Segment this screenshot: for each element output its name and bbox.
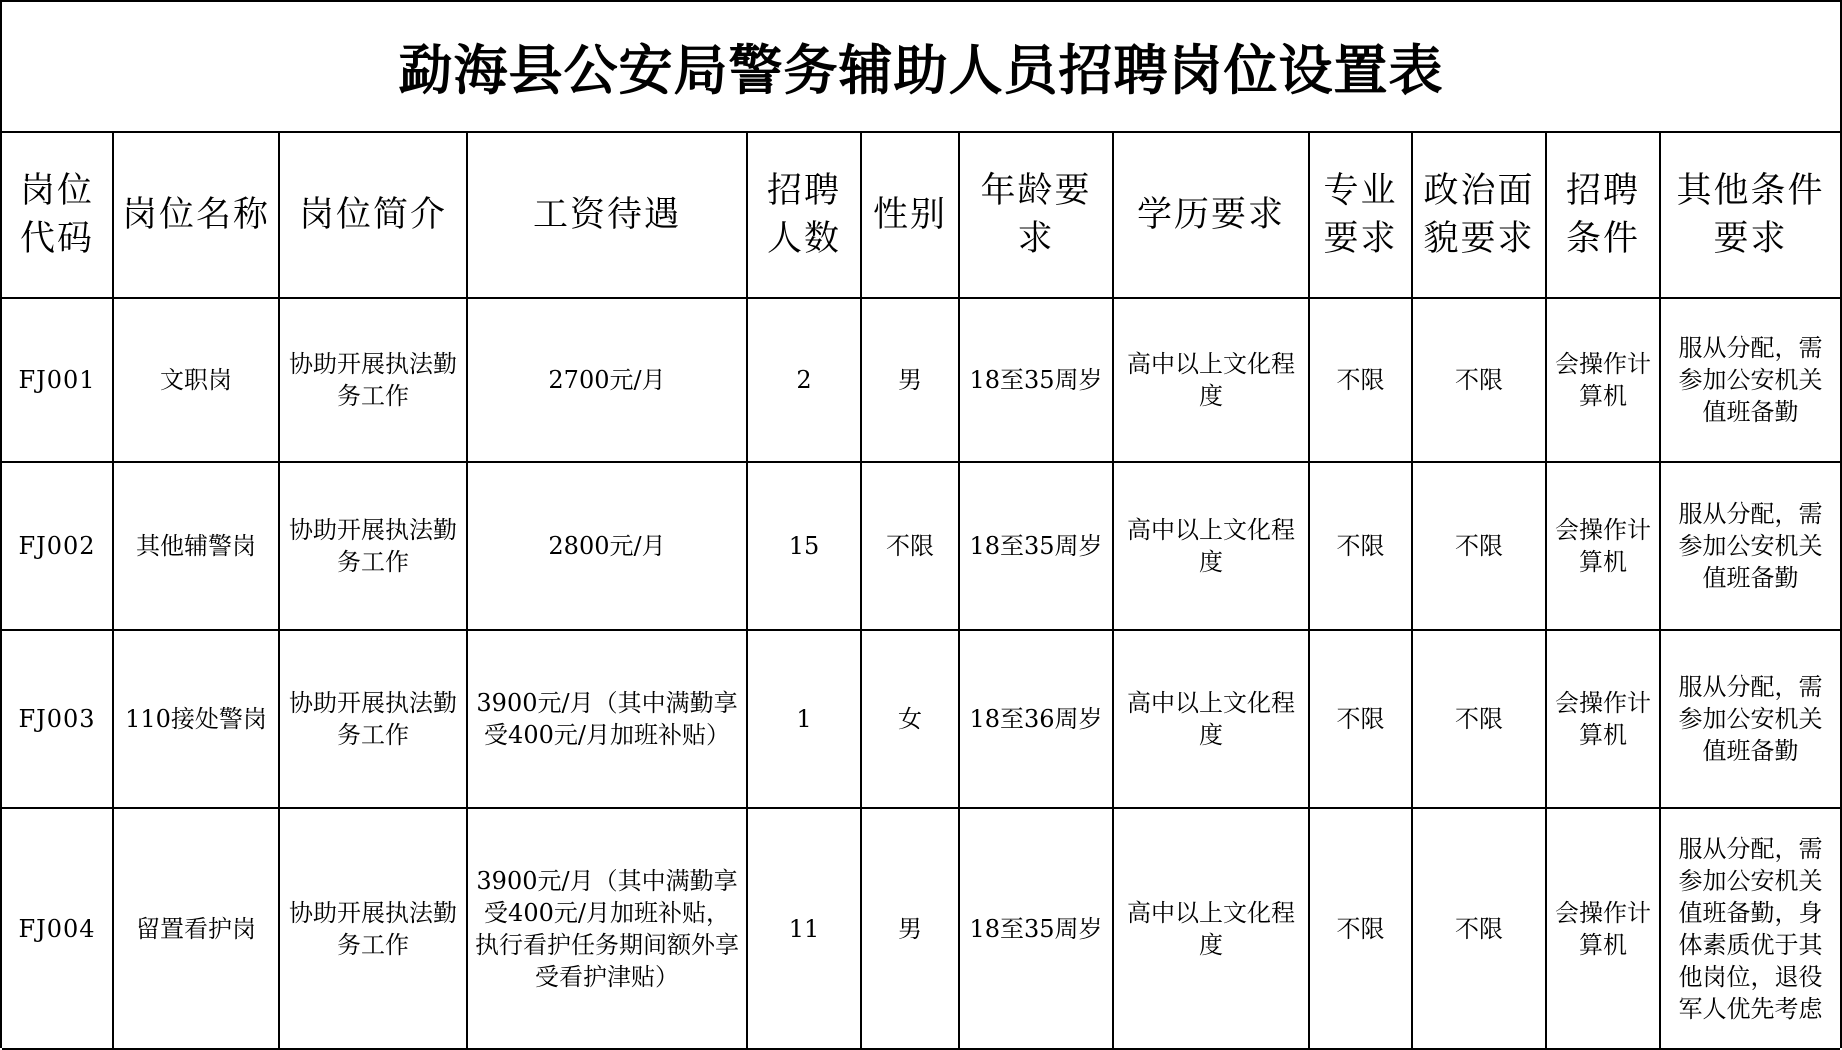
header-age: 年龄要求: [959, 132, 1113, 298]
header-education: 学历要求: [1113, 132, 1309, 298]
positions-table: [2, 131, 1840, 1050]
cell-age: 18至35周岁: [959, 808, 1113, 1049]
cell-education: 高中以上文化程度: [1113, 462, 1309, 630]
cell-count: 15: [747, 462, 861, 630]
header-other: 其他条件要求: [1660, 132, 1840, 298]
cell-education: 高中以上文化程度: [1113, 808, 1309, 1049]
cell-age: 18至35周岁: [959, 462, 1113, 630]
cell-name: 文职岗: [113, 298, 279, 462]
cell-intro: 协助开展执法勤务工作: [279, 462, 467, 630]
cell-intro: 协助开展执法勤务工作: [279, 630, 467, 808]
cell-other: 服从分配，需参加公安机关值班备勤，身体素质优于其他岗位，退役军人优先考虑: [1660, 808, 1840, 1049]
table-row: [2, 630, 1840, 808]
cell-other: 服从分配，需参加公安机关值班备勤: [1660, 462, 1840, 630]
cell-count: 11: [747, 808, 861, 1049]
header-count: 招聘人数: [747, 132, 861, 298]
cell-code: FJ004: [2, 808, 113, 1049]
header-major: 专业要求: [1309, 132, 1412, 298]
cell-major: 不限: [1309, 462, 1412, 630]
header-gender: 性别: [861, 132, 959, 298]
table-row: [2, 808, 1840, 1049]
cell-count: 1: [747, 630, 861, 808]
cell-education: 高中以上文化程度: [1113, 298, 1309, 462]
cell-condition: 会操作计算机: [1546, 298, 1660, 462]
cell-political: 不限: [1412, 630, 1546, 808]
cell-condition: 会操作计算机: [1546, 462, 1660, 630]
cell-gender: 男: [861, 298, 959, 462]
cell-political: 不限: [1412, 462, 1546, 630]
cell-name: 110接处警岗: [113, 630, 279, 808]
cell-code: FJ001: [2, 298, 113, 462]
cell-major: 不限: [1309, 630, 1412, 808]
cell-salary: 2700元/月: [467, 298, 747, 462]
cell-political: 不限: [1412, 298, 1546, 462]
cell-salary: 2800元/月: [467, 462, 747, 630]
cell-intro: 协助开展执法勤务工作: [279, 298, 467, 462]
cell-gender: 女: [861, 630, 959, 808]
cell-major: 不限: [1309, 298, 1412, 462]
cell-education: 高中以上文化程度: [1113, 630, 1309, 808]
header-condition: 招聘条件: [1546, 132, 1660, 298]
cell-age: 18至36周岁: [959, 630, 1113, 808]
table-header-row: [2, 132, 1840, 298]
cell-other: 服从分配，需参加公安机关值班备勤: [1660, 298, 1840, 462]
cell-code: FJ002: [2, 462, 113, 630]
cell-gender: 男: [861, 808, 959, 1049]
cell-salary: 3900元/月（其中满勤享受400元/月加班补贴）: [467, 630, 747, 808]
cell-code: FJ003: [2, 630, 113, 808]
header-salary: 工资待遇: [467, 132, 747, 298]
cell-other: 服从分配，需参加公安机关值班备勤: [1660, 630, 1840, 808]
header-code: 岗位代码: [2, 132, 113, 298]
cell-salary: 3900元/月（其中满勤享受400元/月加班补贴，执行看护任务期间额外享受看护津贴）: [467, 808, 747, 1049]
cell-condition: 会操作计算机: [1546, 630, 1660, 808]
cell-name: 留置看护岗: [113, 808, 279, 1049]
cell-intro: 协助开展执法勤务工作: [279, 808, 467, 1049]
cell-count: 2: [747, 298, 861, 462]
table-row: [2, 462, 1840, 630]
page-title: 勐海县公安局警务辅助人员招聘岗位设置表: [2, 0, 1840, 131]
header-political: 政治面貌要求: [1412, 132, 1546, 298]
table-row: [2, 298, 1840, 462]
cell-name: 其他辅警岗: [113, 462, 279, 630]
cell-political: 不限: [1412, 808, 1546, 1049]
cell-major: 不限: [1309, 808, 1412, 1049]
cell-condition: 会操作计算机: [1546, 808, 1660, 1049]
cell-gender: 不限: [861, 462, 959, 630]
header-intro: 岗位简介: [279, 132, 467, 298]
header-name: 岗位名称: [113, 132, 279, 298]
cell-age: 18至35周岁: [959, 298, 1113, 462]
